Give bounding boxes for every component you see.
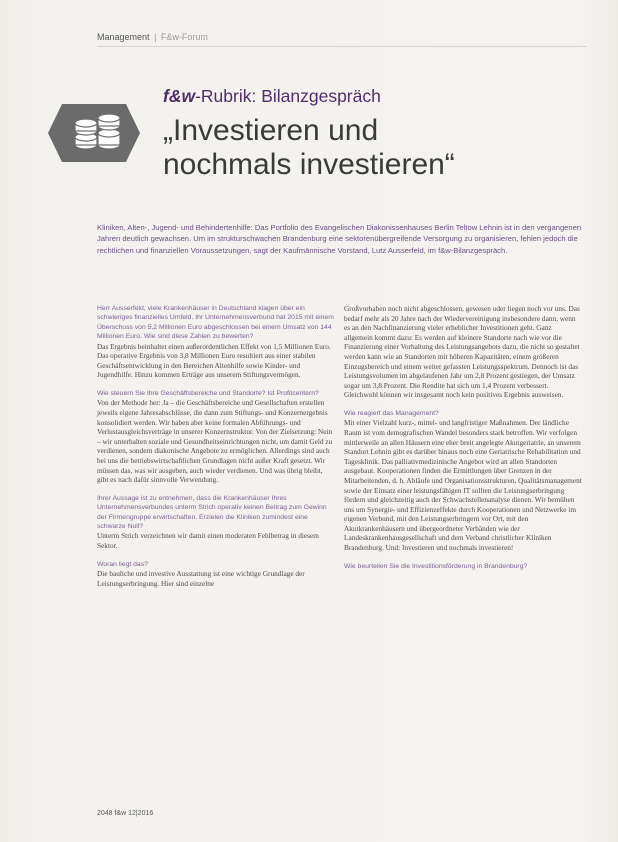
interview-question: Wie beurteilen Sie die Investitionsförderung in Brandenburg? xyxy=(344,562,528,570)
section-name: Management xyxy=(97,32,150,42)
rubric-label: -Rubrik: Bilanzgespräch xyxy=(195,86,381,106)
rubric-title xyxy=(163,86,381,107)
interview-question: Herr Ausserfeld, viele Krankenhäuser in Deutschland klagen über ein schwieriges finanzielles Umfeld. Ihr Unternehmensverbund hat 2015 mit einem Überschuss von 5,2 Millionen Euro abgeschlossen bei einem Umsatz von 144 Millionen Euro. Wie sind diese Zahlen zu bewerten? xyxy=(97,305,334,341)
interview-answer: Großvorhaben noch nicht abgeschlossen, gewesen oder liegen noch vor uns. Das bedarf mehr als 20 Jahre nach der Wiedervereinigung insbesondere dann, wenn es an den Nachfinanzierung vieler erheblicher Investitionen geht. Ganz allgemein kommt dazu: Es werden auf kleinere Standorte nach wie vor die Finanzierung einer Vorhaltung des Leistungsangebots dazu, die nicht so gestaltet werden kann wie an Standorten mit höheren Kapazitäten, einem größeren Einzugsbereich und einem weiter gefassten Leistungsspektrum. Dennoch ist das Leistungsvolumen im abgelaufenen Jahr um 2,8 Prozent gestiegen, der Umsatz sogar um 3,8 Prozent. Die Rendite hat sich um 1,4 Prozent verbessert. Gleichwohl können wir insgesamt noch kein positives Ergebnis ausweisen. xyxy=(344,304,580,400)
interview-answer: Das Ergebnis beinhaltet einen außerordentlichen Effekt von 1,5 Millionen Euro. Das operative Ergebnis von 3,8 Millionen Euro resultiert aus einer stabilen Geschäftsentwicklung in den Bereichen Altenhilfe sowie Kinder- und Jugendhilfe. Hinzu kommen Erträge aus unserem Stiftungsvermögen. xyxy=(97,341,331,380)
interview-question: Wie reagiert das Management? xyxy=(344,409,439,417)
paragraph-gap xyxy=(344,400,582,409)
header-rule xyxy=(97,46,587,47)
intro-paragraph: Kliniken, Alten-, Jugend- und Behindertenhilfe: Das Portfolio des Evangelischen Diakonissenhauses Berlin Teltow Lehnin ist in den vergangenen Jahren deutlich gewachsen. Um im strukturschwachen Brandenburg eine sektorenübergreifende Versorgung zu organisieren, fehlen jedoch die rechtlichen und finanziellen Voraussetzungen, sagt der Kaufmännische Vorstand, Lutz Ausserfeld, im f&w-Bilanzgespräch. xyxy=(97,223,582,255)
interview-answer: Unterm Strich verzeichnen wir damit einen moderaten Fehlbetrag in diesem Sektor. xyxy=(97,531,319,550)
right-text-column xyxy=(344,304,582,571)
interview-question: Wie steuern Sie Ihre Geschäftsbereiche und Standorte? Ist Profitcentern? xyxy=(97,390,319,397)
paragraph-gap xyxy=(97,380,335,389)
interview-answer: Mit einer Vielzahl kurz-, mittel- und langfristiger Maßnahmen. Der ländliche Raum ist vom demografischen Wandel besonders stark betroffen. Wir verfolgen mittlerweile an allen Häusern eine eher breit angelegte Akutgeriatrie, an unserem Standort Lehnin gibt es darüber hinaus noch eine Geriatrische Rehabilitation und Tagesklinik. Das palliativmedizinische Angebot wird an allen Standorten ausgebaut. Kooperationen finden die Ermittlungen über Grenzen in der Mitarbeitenden, d. h. Abläufe und Organisationsstrukturen, Qualitätsmanagement sowie der Einsatz einer leistungsfähigen IT sollten die Leistungserbringung fördern und gleichzeitig auch der Schwachstellenanalyse dienen. Wir bemühen uns um Synergie- und Effizienzeffekte durch Kooperationen und Netzwerke im eigenen Verbund, mit den Leistungserbringern vor Ort, mit den Akutkrankenhäusern und übergeordneter Verbänden wie der Landeskrankenhausgesellschaft und dem Verband christlicher Kliniken Brandenburg. Und: Investieren und nochmals investieren! xyxy=(344,418,582,553)
paragraph-gap xyxy=(344,553,582,562)
left-text-column xyxy=(97,304,335,588)
section-header xyxy=(97,32,208,42)
page-title-line-1: „Investieren und xyxy=(163,114,379,147)
page-title xyxy=(163,114,583,182)
section-separator: | xyxy=(154,32,157,42)
rubric-brand: f&w xyxy=(163,86,196,106)
coin-stack-icon xyxy=(48,104,140,162)
paragraph-gap xyxy=(97,485,335,494)
page-footer: 2048 f&w 12|2016 xyxy=(97,810,154,817)
interview-question: Woran liegt das? xyxy=(97,560,148,568)
interview-answer: Die bauliche und investive Ausstattung ist eine wichtige Grundlage der Leistungserbringung. Hier sind einzelne xyxy=(97,568,305,588)
page-title-line-2: nochmals investieren“ xyxy=(163,148,455,181)
interview-question: Ihrer Aussage ist zu entnehmen, dass die Krankenhäuser Ihres Unternehmensverbundes unterm Strich operativ keinen Beitrag zum Gewinn der Firmengruppe erwirtschaften. Erzielen die Kliniken zumindest eine schwarze Null? xyxy=(97,494,327,530)
subsection-name: F&w-Forum xyxy=(160,32,208,42)
paragraph-gap xyxy=(97,551,335,560)
interview-answer: Von der Methode her: Ja – die Geschäftsbereiche und Gesellschaften erstellen jeweils eigene Jahresabschlüsse, die dann zum Stiftungs- und Konzernergebnis konsolidiert werden. Wir haben aber keine formalen Abführungs- und Verlustausgleichsverträge in unserer Konzernstruktur. Von der Zielsetzung: Nein – wir unterhalten soziale und Gesundheitseinrichtungen nicht, um damit Geld zu verdienen, sondern diakonische Angebote zu ermöglichen. Allerdings sind auch bei uns die betriebswirtschaftlichen Grundlagen nicht außer Kraft gesetzt. Wir müssen das, was wir ausgeben, auch wieder verdienen. Und was übrig bleibt, gibt es nach dafür sinnvolle Verwendung. xyxy=(97,398,333,485)
